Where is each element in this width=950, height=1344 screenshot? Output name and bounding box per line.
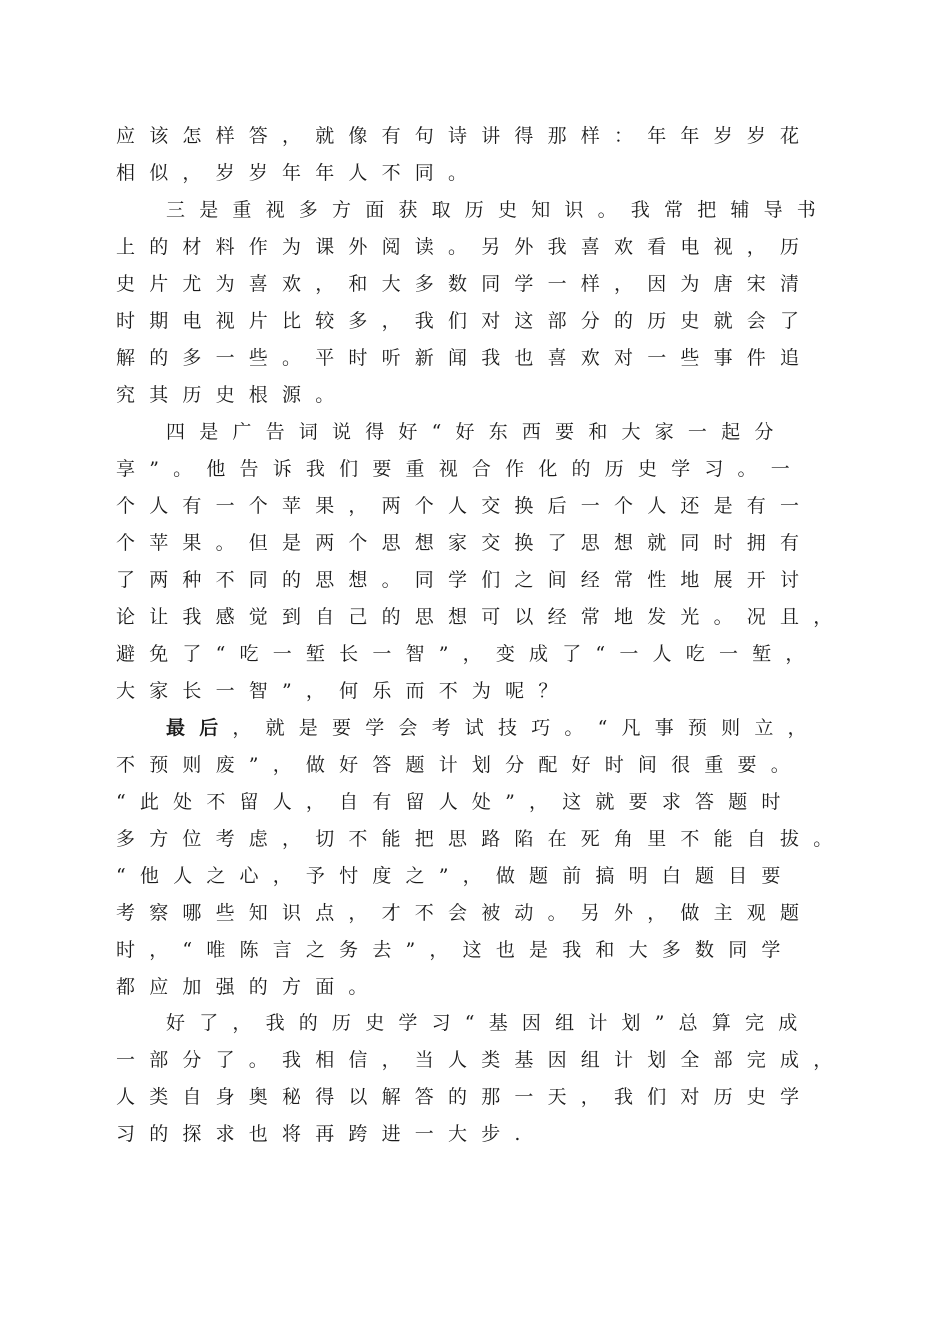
text-line: “此处不留人，自有留人处”，这就要求答题时 [116, 791, 795, 813]
text-line: 一部分了。我相信，当人类基因组计划全部完成， [116, 1049, 847, 1071]
text-line: 个苹果。但是两个思想家交换了思想就同时拥有 [116, 532, 814, 554]
text-line: 人类自身奥秘得以解答的那一天，我们对历史学 [116, 1086, 814, 1108]
text-line: 不预则废”，做好答题计划分配好时间很重要。 [116, 754, 804, 776]
text-line: 史片尤为喜欢，和大多数同学一样，因为唐宋清 [116, 273, 814, 295]
text-line: “他人之心，予忖度之”，做题前搞明白题目要 [116, 865, 795, 887]
text-line: 上的材料作为课外阅读。另外我喜欢看电视，历 [116, 236, 814, 258]
text-line: 应该怎样答，就像有句诗讲得那样：年年岁岁花 [116, 125, 814, 147]
text-line: 了两种不同的思想。同学们之间经常性地展开讨 [116, 569, 814, 591]
text-line: 论让我感觉到自己的思想可以经常地发光。况且， [116, 606, 847, 628]
text-line: 大家长一智”，何乐而不为呢？ [116, 680, 572, 702]
text-line-rest: ，就是要学会考试技巧。“凡事预则立， [232, 717, 821, 739]
text-line: 个人有一个苹果，两个人交换后一个人还是有一 [116, 495, 814, 517]
paragraph-start-line: 三是重视多方面获取历史知识。我常把辅导书 [166, 199, 831, 221]
text-line: 解的多一些。平时听新闻我也喜欢对一些事件追 [116, 347, 814, 369]
text-line: 相似，岁岁年年人不同。 [116, 162, 482, 184]
bold-lead-text: 最后 [166, 717, 233, 739]
text-line: 避免了“吃一堑长一智”，变成了“一人吃一堑， [116, 643, 819, 665]
text-line: 享”。他告诉我们要重视合作化的历史学习。一 [116, 458, 804, 480]
paragraph-start-line [166, 713, 886, 743]
paragraph-start-line: 四是广告词说得好“好东西要和大家一起分 [166, 421, 788, 443]
text-line: 多方位考虑，切不能把思路陷在死角里不能自拔。 [116, 828, 847, 850]
text-line: 究其历史根源。 [116, 384, 349, 406]
text-line: 考察哪些知识点，才不会被动。另外，做主观题 [116, 902, 814, 924]
paragraph-start-line: 好了，我的历史学习“基因组计划”总算完成 [166, 1012, 812, 1034]
text-line: 都应加强的方面。 [116, 976, 382, 998]
text-line: 时，“唯陈言之务去”，这也是我和大多数同学 [116, 939, 795, 961]
text-line: 时期电视片比较多，我们对这部分的历史就会了 [116, 310, 814, 332]
text-line: 习的探求也将再跨进一大步. [116, 1123, 535, 1145]
